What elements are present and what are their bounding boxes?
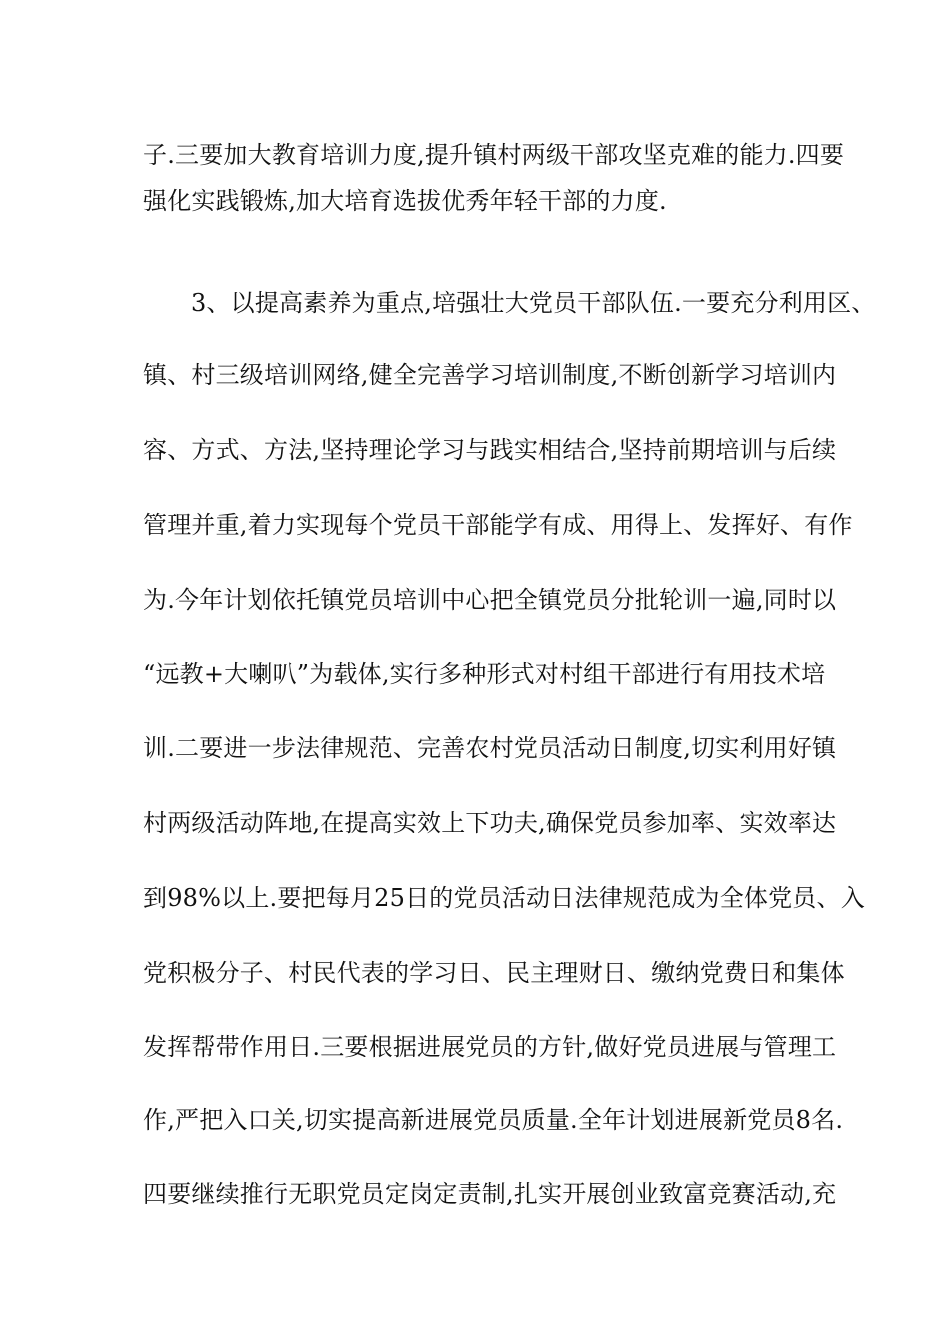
text-line: 村两级活动阵地,在提高实效上下功夫,确保党员参加率、实效率达 <box>143 809 837 837</box>
text-line: 3、以提高素养为重点,培强壮大党员干部队伍.一要充分利用区、 <box>191 289 876 317</box>
text-line: 训.二要进一步法律规范、完善农村党员活动日制度,切实利用好镇 <box>143 734 837 762</box>
text-line: 党积极分子、村民代表的学习日、民主理财日、缴纳党费日和集体 <box>143 959 845 987</box>
text-line: 为.今年计划依托镇党员培训中心把全镇党员分批轮训一遍,同时以 <box>143 586 837 614</box>
text-line: 强化实践锻炼,加大培育选拔优秀年轻干部的力度. <box>143 187 667 215</box>
text-line: 发挥帮带作用日.三要根据进展党员的方针,做好党员进展与管理工 <box>143 1033 837 1061</box>
text-line: 作,严把入口关,切实提高新进展党员质量.全年计划进展新党员8名. <box>143 1106 844 1134</box>
text-line: “远教+大喇叭”为载体,实行多种形式对村组干部进行有用技术培 <box>143 660 826 688</box>
text-line: 容、方式、方法,坚持理论学习与践实相结合,坚持前期培训与后续 <box>143 436 837 464</box>
text-line: 管理并重,着力实现每个党员干部能学有成、用得上、发挥好、有作 <box>143 511 853 539</box>
text-line: 四要继续推行无职党员定岗定责制,扎实开展创业致富竞赛活动,充 <box>143 1180 837 1208</box>
text-line: 到98%以上.要把每月25日的党员活动日法律规范成为全体党员、入 <box>143 884 865 912</box>
text-line: 镇、村三级培训网络,健全完善学习培训制度,不断创新学习培训内 <box>143 361 837 389</box>
text-line: 子.三要加大教育培训力度,提升镇村两级干部攻坚克难的能力.四要 <box>143 141 845 169</box>
